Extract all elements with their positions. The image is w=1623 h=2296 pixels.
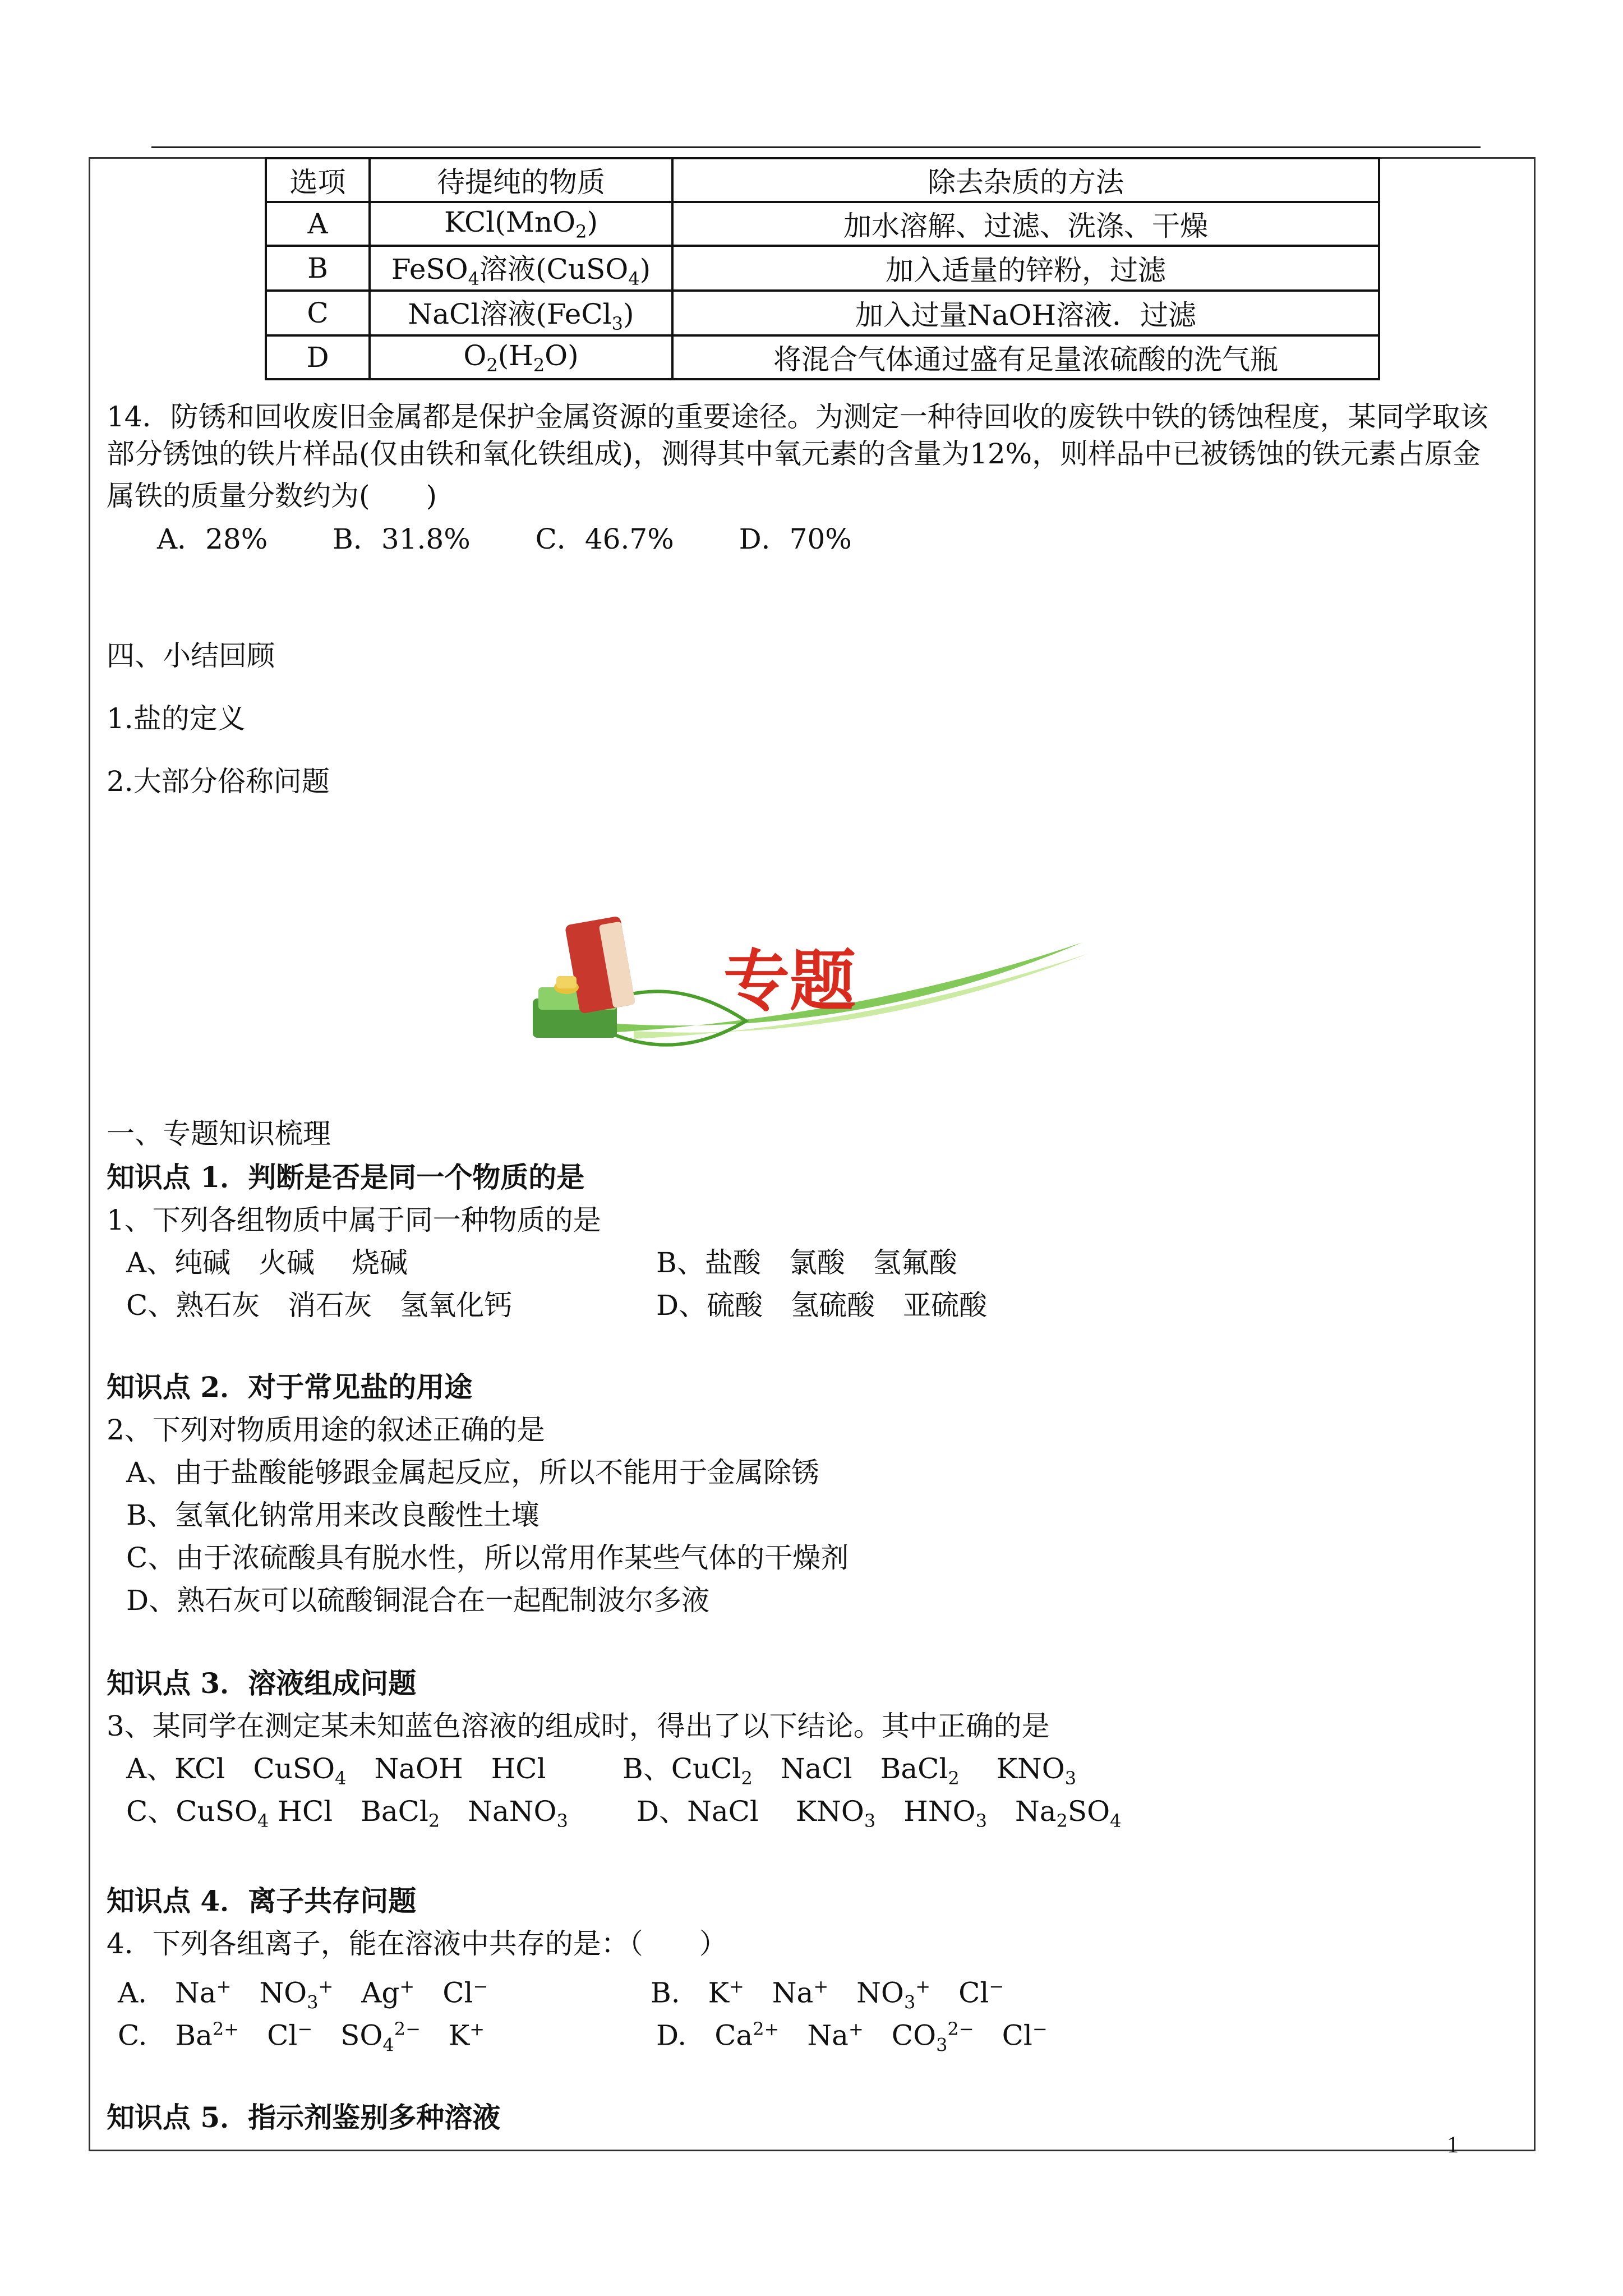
row-option: D xyxy=(266,335,370,379)
kp4-title: 知识点 4．离子共存问题 xyxy=(107,1884,417,1917)
row-method: 加入过量NaOH溶液．过滤 xyxy=(672,291,1379,335)
row-option: B xyxy=(266,246,370,291)
row-substance: FeSO$_4$溶液(CuSO$_4$) xyxy=(370,246,672,291)
row-method: 将混合气体通过盛有足量浓硫酸的洗气瓶 xyxy=(672,335,1379,379)
kp4-question: 4．下列各组离子，能在溶液中共存的是：（ ） xyxy=(107,1927,727,1960)
kp3-question: 3、某同学在测定某未知蓝色溶液的组成时，得出了以下结论。其中正确的是 xyxy=(107,1710,1050,1742)
kp4-option-a: A. Na+ $NO_3^+$ Ag+ Cl− xyxy=(118,1976,488,2013)
kp1-option-c: C、熟石灰 消石灰 氢氧化钙 xyxy=(126,1289,513,1322)
kp4-option-d: D. $Ca^{2+}$ Na+ $CO_3^{2-}$ Cl− xyxy=(656,2018,1048,2056)
kp5-title: 知识点 5．指示剂鉴别多种溶液 xyxy=(107,2101,501,2134)
kp3-title: 知识点 3．溶液组成问题 xyxy=(107,1667,417,1700)
kp4-option-b: B. K+ Na+ $NO_3^+$ Cl− xyxy=(651,1976,1004,2013)
row-option: C xyxy=(266,291,370,335)
kp2-option-a: A、由于盐酸能够跟金属起反应，所以不能用于金属除锈 xyxy=(126,1456,820,1489)
kp1-option-b: B、盐酸 氯酸 氢氟酸 xyxy=(656,1246,957,1279)
kp1-title: 知识点 1．判断是否是同一个物质的是 xyxy=(107,1161,585,1194)
table-row xyxy=(266,202,1379,246)
header-method: 除去杂质的方法 xyxy=(672,158,1379,202)
header-substance: 待提纯的物质 xyxy=(370,158,672,202)
kp2-question: 2、下列对物质用途的叙述正确的是 xyxy=(107,1414,545,1446)
summary-item-1: 1.盐的定义 xyxy=(107,702,246,735)
section-heading: 一、专题知识梳理 xyxy=(107,1117,331,1150)
summary-heading: 四、小结回顾 xyxy=(107,639,275,672)
kp3-option-b: B、CuCl$_2$ NaCl BaCl$_2$ $KNO_3$ xyxy=(623,1752,1077,1789)
table-row xyxy=(266,291,1379,335)
row-substance: NaCl溶液(FeCl$_3$) xyxy=(370,291,672,335)
kp3-option-d: D、NaCl $KNO_3$ $HNO_3$ $Na_2SO_4$ xyxy=(637,1795,1122,1832)
book-icon xyxy=(522,903,1094,1071)
purification-table xyxy=(265,157,1380,380)
table-row xyxy=(266,246,1379,291)
row-option: A xyxy=(266,202,370,246)
summary-item-2: 2.大部分俗称问题 xyxy=(107,765,330,798)
svg-text:专题: 专题 xyxy=(723,942,856,1020)
kp3-option-a: A、KCl CuSO$_4$ NaOH HCl xyxy=(126,1752,546,1789)
row-substance: $O_2(H_2O)$ xyxy=(370,335,672,379)
q14-options: A．28% B．31.8% C．46.7% D．70% xyxy=(157,523,852,555)
q14-line3: 属铁的质量分数约为( ) xyxy=(107,480,437,512)
kp1-option-d: D、硫酸 氢硫酸 亚硫酸 xyxy=(656,1289,988,1322)
kp2-title: 知识点 2．对于常见盐的用途 xyxy=(107,1370,473,1404)
row-method: 加水溶解、过滤、洗涤、干燥 xyxy=(672,202,1379,246)
row-substance: KCl(MnO$_2$) xyxy=(370,202,672,246)
header-option: 选项 xyxy=(266,158,370,202)
kp4-option-c: C. $Ba^{2+}$ Cl− $SO_4^{2-}$ K+ xyxy=(118,2018,485,2056)
page-number: 1 xyxy=(1447,2132,1459,2158)
q14-line2: 部分锈蚀的铁片样品(仅由铁和氧化铁组成)，测得其中氧元素的含量为12%，则样品中已被锈蚀的铁元素占原金 xyxy=(107,438,1481,470)
kp2-option-d: D、熟石灰可以硫酸铜混合在一起配制波尔多液 xyxy=(126,1584,710,1617)
kp2-option-c: C、由于浓硫酸具有脱水性，所以常用作某些气体的干燥剂 xyxy=(126,1542,849,1574)
table-row xyxy=(266,335,1379,379)
header-rule xyxy=(151,146,1481,148)
kp3-option-c: C、CuSO$_4$ HCl BaCl$_2$ NaNO$_3$ xyxy=(126,1795,568,1832)
kp2-option-b: B、氢氧化钠常用来改良酸性土壤 xyxy=(126,1499,540,1531)
table-header-row xyxy=(266,158,1379,202)
kp1-option-a: A、纯碱 火碱 烧碱 xyxy=(126,1246,408,1279)
kp1-question: 1、下列各组物质中属于同一种物质的是 xyxy=(107,1204,601,1236)
topic-banner xyxy=(522,903,1094,1071)
row-method: 加入适量的锌粉，过滤 xyxy=(672,246,1379,291)
q14-line1: 14．防锈和回收废旧金属都是保护金属资源的重要途径。为测定一种待回收的废铁中铁的锈蚀程度，某同学取该 xyxy=(107,401,1488,433)
